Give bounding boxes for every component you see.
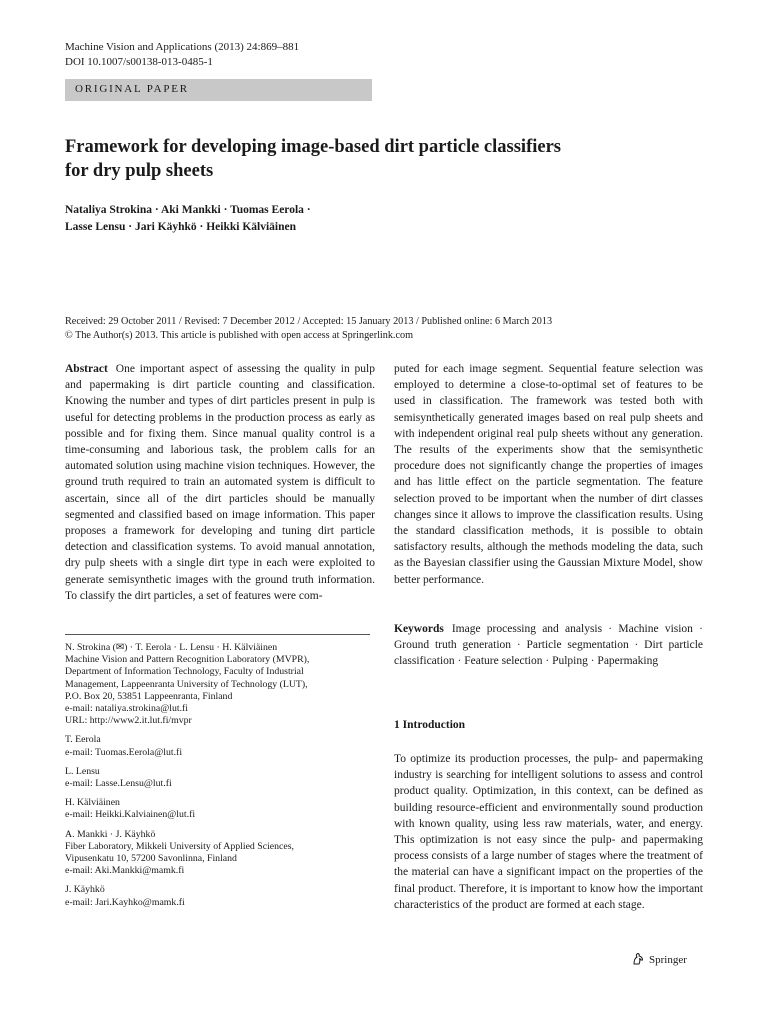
title-line: for dry pulp sheets — [65, 161, 214, 181]
keywords-text: Image processing and analysis · Machine vision · Ground truth generation · Particle segmentation · Dirt particle classification · Feature selection · Pulping · Papermaking — [394, 623, 703, 668]
affiliation-line: URL: http://www2.it.lut.fi/mvpr — [65, 715, 192, 727]
author-affiliations — [65, 642, 375, 916]
introduction-text: To optimize its production processes, the pulp- and papermaking industry is searching for intelligent solutions to assess and control product quality. Optimization, in this context, can be defined as building resource-efficient and environmentally sound production with known quality, using less raw materials, water, and energy. This optimization is not easy since the pulp- and papermaking process consists of a large number of stages where the treatment of the material can have a significant impact on the properties of the final product. Therefore, it is important to know how the important characteristics of the product are formed at each stage. — [394, 753, 703, 911]
abstract-label: Abstract — [65, 363, 108, 375]
affiliation-block — [65, 884, 375, 908]
doi: DOI 10.1007/s00138-013-0485-1 — [65, 56, 213, 68]
affiliation-block — [65, 734, 375, 758]
abstract-left-column — [65, 361, 375, 604]
affiliation-line: A. Mankki · J. Käyhkö — [65, 828, 156, 840]
journal-citation: Machine Vision and Applications (2013) 24:869–881 — [65, 41, 300, 53]
affiliation-block — [65, 766, 375, 790]
affiliation-line: e-mail: Jari.Kayhko@mamk.fi — [65, 896, 185, 908]
section-banner — [65, 79, 372, 101]
keywords-label: Keywords — [394, 623, 444, 635]
affiliation-line: Machine Vision and Pattern Recognition Laboratory (MVPR), — [65, 654, 310, 666]
publication-dates — [65, 315, 705, 342]
dates-line: Received: 29 October 2011 / Revised: 7 December 2012 / Accepted: 15 January 2013 / Published online: 6 March 2013 — [65, 316, 553, 327]
springer-horse-icon — [631, 952, 645, 966]
publisher-footer — [631, 952, 687, 967]
affiliation-line: e-mail: Aki.Mankki@mamk.fi — [65, 865, 185, 877]
affiliation-line: Department of Information Technology, Faculty of Industrial — [65, 666, 304, 678]
affiliation-block — [65, 642, 375, 727]
affiliation-line: e-mail: Heikki.Kalviainen@lut.fi — [65, 809, 196, 821]
keywords — [394, 621, 703, 670]
affiliation-line: L. Lensu — [65, 765, 100, 777]
author-list — [65, 202, 705, 236]
affiliation-line: e-mail: Tuomas.Eerola@lut.fi — [65, 746, 183, 758]
affiliation-block — [65, 797, 375, 821]
affiliation-line: Management, Lappeenranta University of Technology (LUT), — [65, 678, 308, 690]
paper-title — [65, 135, 705, 183]
authors-line: Nataliya Strokina · Aki Mankki · Tuomas Eerola · — [65, 204, 311, 216]
authors-line: Lasse Lensu · Jari Käyhkö · Heikki Kälviäinen — [65, 221, 297, 233]
affiliation-line: J. Käyhkö — [65, 884, 105, 896]
abstract-text: One important aspect of assessing the quality in pulp and papermaking is dirt particle counting and classification. Knowing the number and types of dirt particles present in pulp is useful for detecting problems in the production process as early as possible and for fixing them. Since manual quality control is a time-consuming and laborious task, the problem calls for an automated solution using machine vision techniques. However, the ground truth required to train an automated system is difficult to ascertain, since all of the dirt particles should be manually segmented and classified based on image information. This paper proposes a framework for developing and tuning dirt particle detection and classification systems. To avoid manual annotation, dry pulp sheets with a single dirt type in each were exploited to generate semisynthetic images with the ground truth information. To classify the dirt particles, a set of features were com- — [65, 363, 375, 602]
affiliation-line: P.O. Box 20, 53851 Lappeenranta, Finland — [65, 690, 233, 702]
affiliation-line: N. Strokina (✉) · T. Eerola · L. Lensu · H. Kälviäinen — [65, 642, 278, 653]
affiliation-line: e-mail: nataliya.strokina@lut.fi — [65, 703, 189, 715]
section-banner-label: ORIGINAL PAPER — [75, 83, 189, 95]
footnote-divider — [65, 634, 370, 635]
affiliation-line: H. Kälviäinen — [65, 797, 120, 809]
copyright-line: © The Author(s) 2013. This article is published with open access at Springerlink.com — [65, 329, 414, 341]
affiliation-line: Vipusenkatu 10, 57200 Savonlinna, Finland — [65, 853, 237, 865]
abstract-right-column — [394, 361, 703, 588]
introduction-heading: 1 Introduction — [394, 719, 466, 731]
abstract-text-continued: puted for each image segment. Sequential feature selection was employed to determine a close-to-optimal set of features to be used in classification. The framework was tested both with semisynthetically generated images based on real pulp sheets and with independent original real pulp sheets without any generation. The results of the experiments show that the semisynthetic procedure does not significantly change the properties of images and has little effect on the particle segmentation. The feature selection proved to be important when the number of dirt classes changes since it allows to improve the classification results. Using the standard classification methods, it is possible to obtain satisfactory results, although the methods modeling the data, such as the Bayesian classifier using the Gaussian Mixture Model, show better performance. — [394, 363, 703, 586]
affiliation-line: e-mail: Lasse.Lensu@lut.fi — [65, 778, 172, 790]
affiliation-block — [65, 829, 375, 878]
affiliation-line: Fiber Laboratory, Mikkeli University of Applied Sciences, — [65, 840, 294, 852]
title-line: Framework for developing image-based dirt particle classifiers — [65, 137, 561, 157]
publisher-name: Springer — [649, 954, 687, 966]
journal-header — [65, 40, 299, 70]
affiliation-line: T. Eerola — [65, 734, 101, 746]
